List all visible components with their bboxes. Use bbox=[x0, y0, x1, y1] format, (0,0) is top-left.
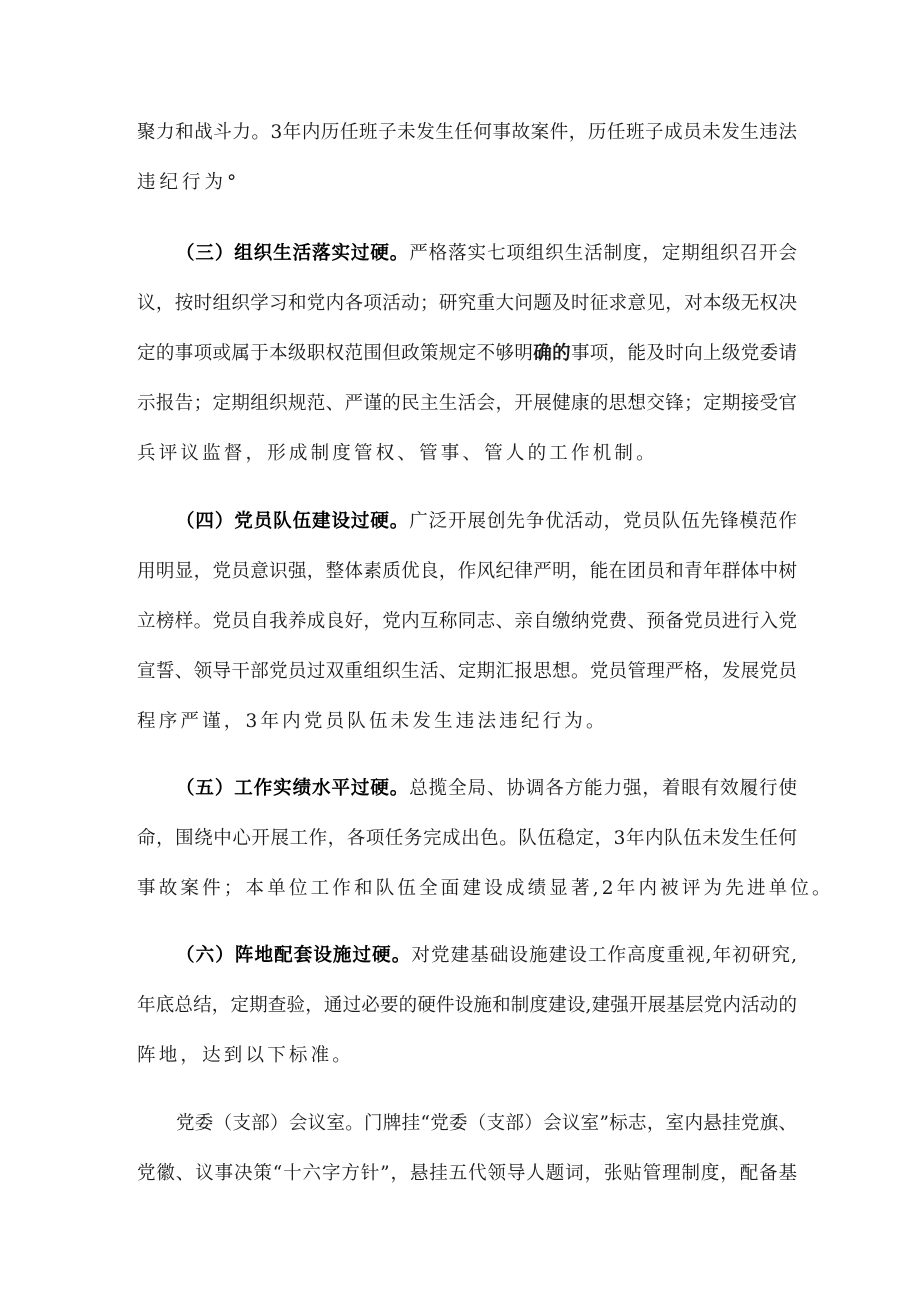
paragraph-line: 用明显，党员意识强，整体素质优良，作风纪律严明，能在团员和青年群体中树 bbox=[137, 561, 797, 582]
section-heading: （六）阵地配套设施过硬。 bbox=[176, 945, 412, 966]
paragraph-line: 兵评议监督，形成制度管权、管事、管人的工作机制。 bbox=[137, 443, 658, 464]
section-heading: （三）组织生活落实过硬。 bbox=[176, 243, 410, 264]
paragraph-line: 定的事项或属于本级职权范围但政策规定不够明确的事项，能及时向上级党委请 bbox=[137, 343, 797, 364]
paragraph-line: 年底总结，定期查验，通过必要的硬件设施和制度建设,建强开展基层党内活动的 bbox=[137, 995, 797, 1016]
paragraph-line: 党徽、议事决策“十六字方针”，悬挂五代领导人题词，张贴管理制度，配备基 bbox=[137, 1163, 797, 1184]
paragraph-line: 阵地，达到以下标准。 bbox=[137, 1045, 355, 1066]
section-heading: （四）党员队伍建设过硬。 bbox=[176, 511, 410, 532]
paragraph-line: 事故案件；本单位工作和队伍全面建设成绩显著,2年内被评为先进单位。 bbox=[137, 878, 834, 899]
paragraph-line: 命，围绕中心开展工作，各项任务完成出色。队伍稳定，3年内队伍未发生任何 bbox=[137, 828, 797, 849]
paragraph-line: （五）工作实绩水平过硬。总揽全局、协调各方能力强，着眼有效履行使 bbox=[176, 778, 797, 799]
paragraph-line: （六）阵地配套设施过硬。对党建基础设施建设工作高度重视,年初研究, bbox=[176, 945, 797, 966]
paragraph-line: 宣誓、领导干部党员过双重组织生活、定期汇报思想。党员管理严格，发展党员 bbox=[137, 661, 797, 682]
paragraph-line: 程序严谨，3年内党员队伍未发生违法违纪行为。 bbox=[137, 711, 608, 732]
paragraph-line: 聚力和战斗力。3年内历任班子未发生任何事故案件，历任班子成员未发生违法 bbox=[137, 122, 797, 143]
paragraph-line: （三）组织生活落实过硬。严格落实七项组织生活制度，定期组织召开会 bbox=[176, 243, 797, 264]
paragraph-line: 示报告；定期组织规范、严谨的民主生活会，开展健康的思想交锋；定期接受官 bbox=[137, 393, 797, 414]
section-heading: （五）工作实绩水平过硬。 bbox=[176, 778, 410, 799]
paragraph-line: 党委（支部）会议室。门牌挂“党委（支部）会议室”标志，室内悬挂党旗、 bbox=[176, 1113, 797, 1134]
paragraph-line: （四）党员队伍建设过硬。广泛开展创先争优活动，党员队伍先锋模范作 bbox=[176, 511, 797, 532]
paragraph-line: 违纪行为° bbox=[137, 172, 241, 193]
paragraph-line: 立榜样。党员自我养成良好，党内互称同志、亲自缴纳党费、预备党员进行入党 bbox=[137, 611, 797, 632]
paragraph-line: 议，按时组织学习和党内各项活动；研究重大问题及时征求意见，对本级无权决 bbox=[137, 293, 797, 314]
